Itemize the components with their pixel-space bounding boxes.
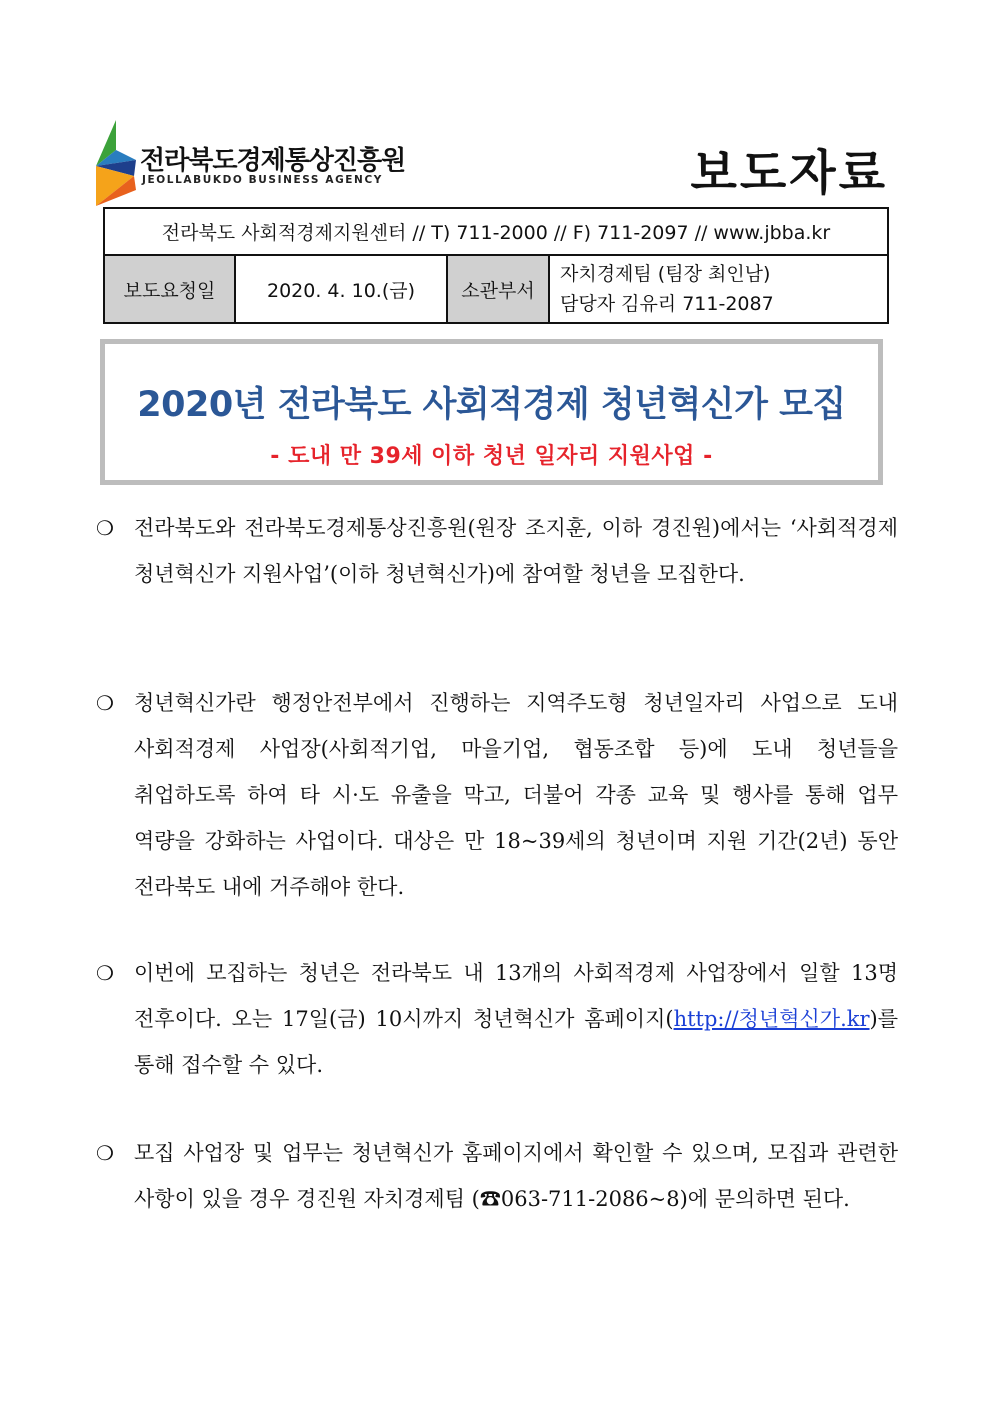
- request-date-label: 보도요청일: [104, 255, 235, 323]
- org-name-korean: 전라북도경제통상진흥원: [140, 146, 406, 176]
- agency-logo: [94, 120, 406, 206]
- paragraph-text-part: 이번에 모집하는 청년은 전라북도 내 13개의 사회적경제 사업장에서 일할 13명 전후이다. 오는 17일(금) 10시까지 청년혁신가 홈페이지(: [134, 961, 898, 1031]
- body-paragraph-1: [96, 505, 898, 597]
- body-paragraph-2: [96, 680, 898, 910]
- press-info-table: [103, 207, 889, 324]
- contact-row: [104, 208, 888, 255]
- department-value: [549, 255, 888, 323]
- department-label: 소관부서: [447, 255, 549, 323]
- department-contact: 담당자 김유리 711-2087: [560, 293, 774, 315]
- department-team: 자치경제팀 (팀장 최인남): [560, 263, 771, 285]
- paragraph-text: [134, 1130, 898, 1222]
- request-date-value: 2020. 4. 10.(금): [235, 255, 447, 323]
- paragraph-text: 전라북도와 전라북도경제통상진흥원(원장 조지훈, 이하 경진원)에서는 ‘사회적경제 청년혁신가 지원사업’(이하 청년혁신가)에 참여할 청년을 모집한다.: [134, 516, 898, 586]
- press-release-title: 보도자료: [690, 145, 888, 201]
- body-paragraph-3: [96, 950, 898, 1088]
- headline-title: 2020년 전라북도 사회적경제 청년혁신가 모집: [137, 385, 846, 425]
- org-name-english: JEOLLABUKDO BUSINESS AGENCY: [142, 174, 383, 186]
- paragraph-text: 청년혁신가란 행정안전부에서 진행하는 지역주도형 청년일자리 사업으로 도내 사회적경제 사업장(사회적기업, 마을기업, 협동조합 등)에 도내 청년들을 취업하도록 하여 타 시·도 유출을 막고, 더불어 각종 교육 및 행사를 통해 업무 역량을 강화하는 사업이다. 대상은 만 18~39세의 청년이며 지원 기간(2년) 동안 전라북도 내에 거주해야 한다.: [134, 691, 898, 899]
- headline-subtitle: - 도내 만 39세 이하 청년 일자리 지원사업 -: [270, 444, 713, 469]
- body-paragraph-4: [96, 1130, 898, 1222]
- request-row: [104, 255, 888, 323]
- paragraph-text-part: 063-711-2086~8)에 문의하면 된다.: [500, 1187, 850, 1211]
- paragraph-text: [134, 950, 898, 1088]
- contact-line: 전라북도 사회적경제지원센터 // T) 711-2000 // F) 711-2097 // www.jbba.kr: [104, 208, 888, 255]
- bullet-icon: ❍: [96, 516, 114, 540]
- agency-logo-mark-icon: [94, 120, 138, 206]
- phone-icon: ☎: [479, 1187, 501, 1211]
- paragraph-text-part: 모집 사업장 및 업무는 청년혁신가 홈페이지에서 확인할 수 있으며, 모집과 관련한 사항이 있을 경우 경진원 자치경제팀 (: [134, 1141, 898, 1211]
- bullet-icon: ❍: [96, 691, 114, 715]
- homepage-link[interactable]: http://청년혁신가.kr: [673, 1007, 870, 1031]
- headline-box: [100, 339, 883, 485]
- bullet-icon: ❍: [96, 1141, 114, 1165]
- paragraph-text-part: )를 통해 접수할 수 있다.: [134, 1007, 898, 1077]
- bullet-icon: ❍: [96, 961, 114, 985]
